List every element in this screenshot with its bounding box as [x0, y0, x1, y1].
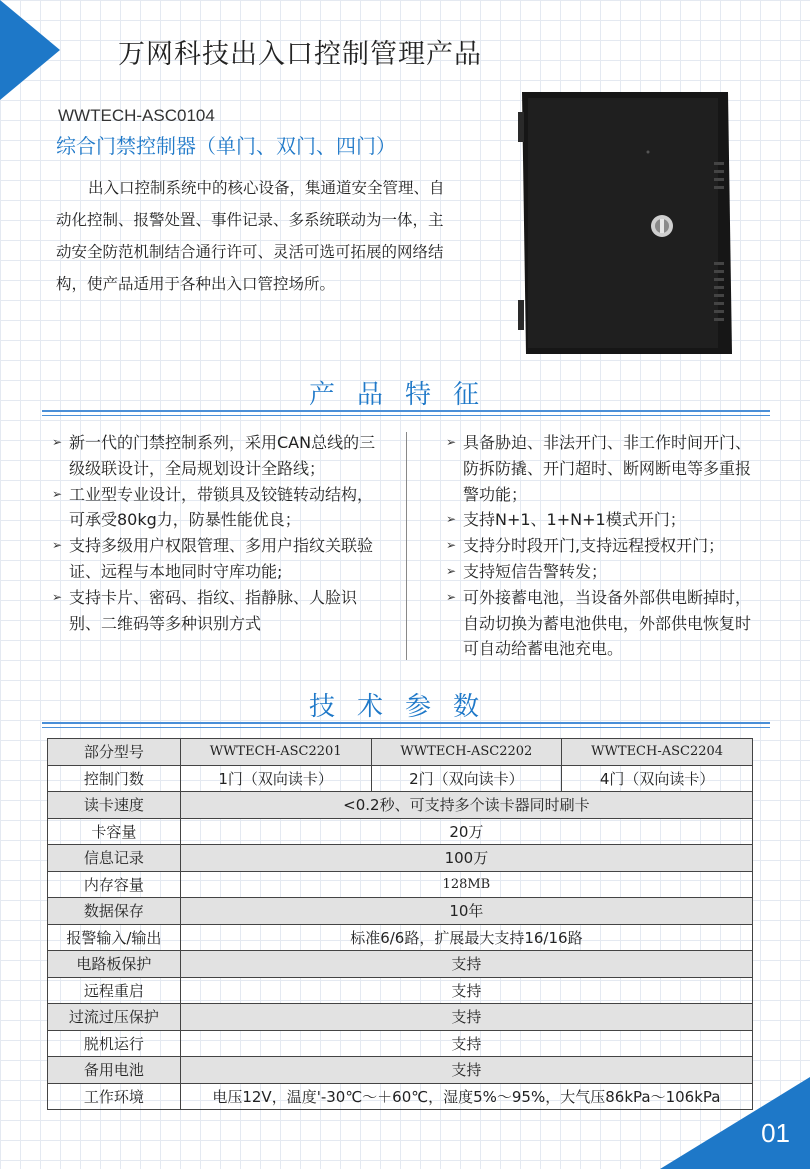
table-cell: 工作环境: [48, 1083, 181, 1110]
product-model: WWTECH-ASC0104: [58, 106, 215, 125]
table-cell: 2门（双向读卡）: [371, 765, 562, 792]
table-cell: 支持: [180, 1030, 752, 1057]
section-divider: [42, 722, 770, 724]
feature-item: ➢ 支持分时段开门,支持远程授权开门；: [446, 533, 762, 559]
table-row: [48, 898, 753, 925]
table-row: [48, 871, 753, 898]
table-cell: 备用电池: [48, 1057, 181, 1084]
table-cell: 远程重启: [48, 977, 181, 1004]
page-header-title: 万网科技出入口控制管理产品: [118, 39, 482, 70]
table-row: [48, 1083, 753, 1110]
specs-table: [47, 738, 753, 1110]
table-cell: 卡容量: [48, 818, 181, 845]
table-cell: 1门（双向读卡）: [180, 765, 371, 792]
table-cell: WWTECH-ASC2201: [180, 739, 371, 766]
table-cell: <0.2秒、可支持多个读卡器同时刷卡: [180, 792, 752, 819]
table-row: [48, 1004, 753, 1031]
table-cell: 电路板保护: [48, 951, 181, 978]
table-cell: 过流过压保护: [48, 1004, 181, 1031]
section-divider: [42, 410, 770, 412]
table-row: [48, 765, 753, 792]
arrow-bullet-icon: ➢: [52, 538, 63, 553]
table-cell: 报警输入/输出: [48, 924, 181, 951]
section-divider: [42, 727, 770, 728]
product-name: 综合门禁控制器（单门、双门、四门）: [56, 134, 396, 158]
features-left-column: [52, 430, 378, 636]
table-row: [48, 924, 753, 951]
table-cell: 数据保存: [48, 898, 181, 925]
table-cell: 支持: [180, 1004, 752, 1031]
feature-item: ➢ 工业型专业设计，带锁具及铰链转动结构，可承受80kg力，防暴性能优良；: [52, 482, 378, 534]
table-cell: 20万: [180, 818, 752, 845]
features-right-column: [446, 430, 762, 662]
table-cell: 标准6/6路，扩展最大支持16/16路: [180, 924, 752, 951]
feature-item: ➢ 支持短信告警转发；: [446, 559, 762, 585]
specs-section-title: 技术参数: [308, 692, 501, 722]
table-cell: 部分型号: [48, 739, 181, 766]
table-row: [48, 977, 753, 1004]
table-cell: 脱机运行: [48, 1030, 181, 1057]
table-cell: 支持: [180, 951, 752, 978]
table-cell: 128MB: [180, 871, 752, 898]
feature-item: ➢ 支持多级用户权限管理、多用户指纹关联验证、远程与本地同时守库功能;: [52, 533, 378, 585]
feature-item: ➢ 新一代的门禁控制系列，采用CAN总线的三级级联设计，全局规划设计全路线；: [52, 430, 378, 482]
feature-item: ➢ 可外接蓄电池，当设备外部供电断掉时，自动切换为蓄电池供电，外部供电恢复时可自动给蓄电池充电。: [446, 585, 762, 662]
table-cell: 100万: [180, 845, 752, 872]
feature-item: ➢ 支持N+1、1+N+1模式开门；: [446, 507, 762, 533]
arrow-bullet-icon: ➢: [446, 435, 457, 449]
corner-decoration-top: [0, 0, 60, 100]
table-cell: 控制门数: [48, 765, 181, 792]
feature-item: ➢ 支持卡片、密码、指纹、指静脉、人脸识别、二维码等多种识别方式: [52, 585, 378, 637]
table-cell: 支持: [180, 977, 752, 1004]
table-row: [48, 792, 753, 819]
page-number: 01: [761, 1118, 790, 1148]
table-cell: 10年: [180, 898, 752, 925]
arrow-bullet-icon: ➢: [446, 538, 457, 553]
arrow-bullet-icon: ➢: [52, 589, 63, 604]
table-cell: 支持: [180, 1057, 752, 1084]
product-intro: 出入口控制系统中的核心设备，集通道安全管理、自动化控制、报警处置、事件记录、多系统联动为一体，主动安全防范机制结合通行许可、灵活可选可拓展的网络结构，使产品适用于各种出入口管控场所。: [56, 179, 445, 293]
features-section-title: 产品特征: [308, 380, 501, 410]
table-row: [48, 818, 753, 845]
arrow-bullet-icon: ➢: [446, 512, 457, 527]
table-row: [48, 845, 753, 872]
section-divider: [42, 415, 770, 416]
controller-cabinet-image: [518, 92, 736, 354]
table-cell: 4门（双向读卡）: [562, 765, 753, 792]
table-row: [48, 1057, 753, 1084]
arrow-bullet-icon: ➢: [52, 486, 63, 501]
arrow-bullet-icon: ➢: [52, 435, 63, 449]
table-row: [48, 739, 753, 766]
feature-item: ➢ 具备胁迫、非法开门、非工作时间开门、防拆防撬、开门超时、断网断电等多重报警功能；: [446, 430, 762, 507]
arrow-bullet-icon: ➢: [446, 563, 457, 578]
column-divider: [406, 432, 407, 660]
table-cell: 读卡速度: [48, 792, 181, 819]
table-cell: 内存容量: [48, 871, 181, 898]
table-cell: 电压12V，温度'-30℃～＋60℃，湿度5%～95%，大气压86kPa～106kPa: [180, 1083, 752, 1110]
table-cell: 信息记录: [48, 845, 181, 872]
table-cell: WWTECH-ASC2204: [562, 739, 753, 766]
arrow-bullet-icon: ➢: [446, 589, 457, 604]
table-cell: WWTECH-ASC2202: [371, 739, 562, 766]
table-row: [48, 1030, 753, 1057]
table-row: [48, 951, 753, 978]
